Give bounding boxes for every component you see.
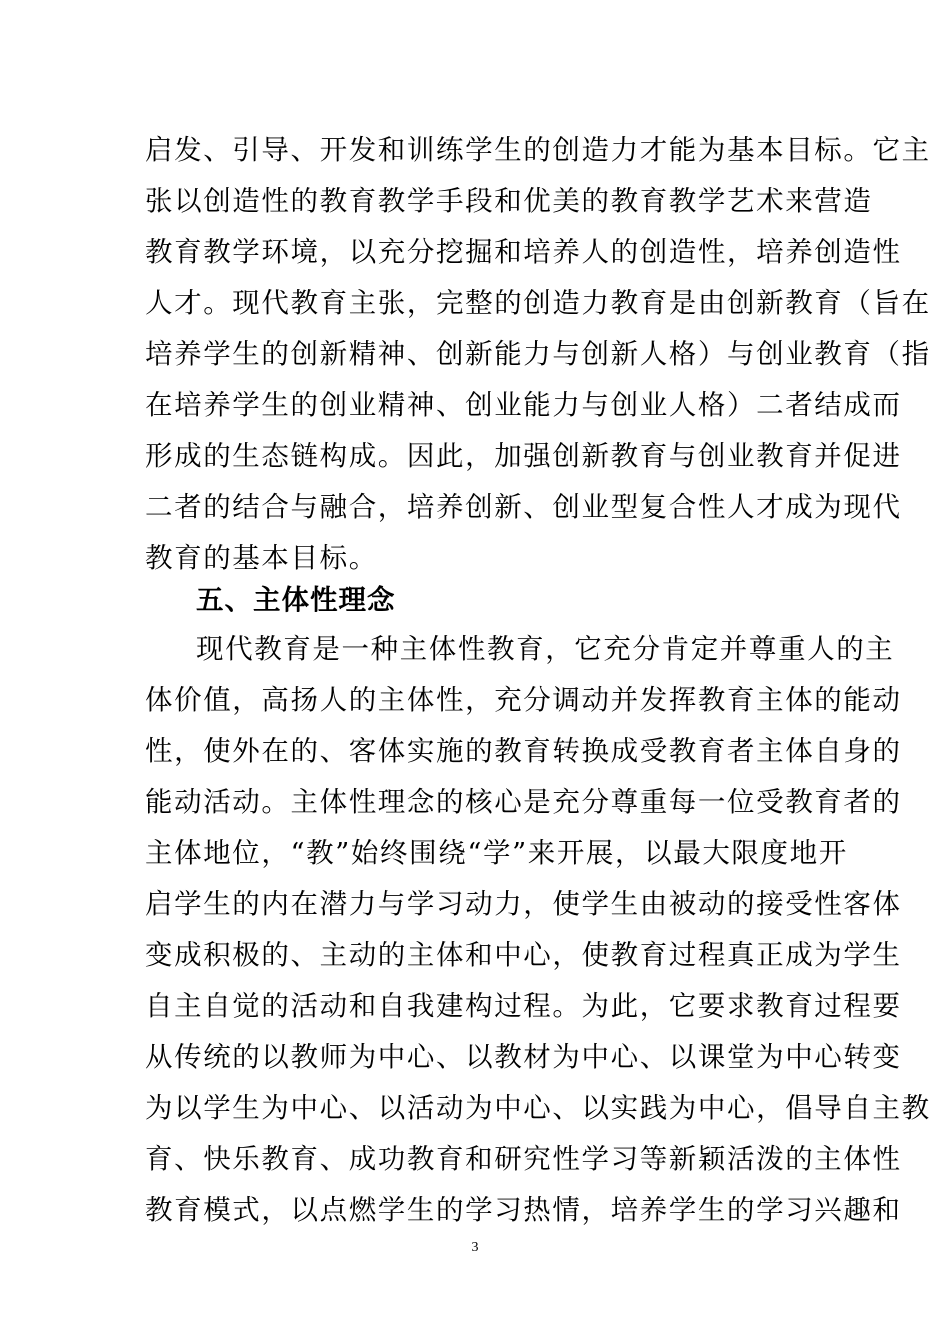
text-line: 教育教学环境，以充分挖掘和培养人的创造性，培养创造性 <box>145 236 902 268</box>
text-line: 体价值，高扬人的主体性，充分调动并发挥教育主体的能动 <box>145 684 902 716</box>
section-heading: 五、主体性理念 <box>196 584 396 616</box>
text-line: 人才。现代教育主张，完整的创造力教育是由创新教育（旨在 <box>145 287 931 319</box>
text-line: 变成积极的、主动的主体和中心，使教育过程真正成为学生 <box>145 939 902 971</box>
text-line: 性，使外在的、客体实施的教育转换成受教育者主体自身的 <box>145 735 902 767</box>
text-line: 教育的基本目标。 <box>145 542 378 574</box>
text-line: 培养学生的创新精神、创新能力与创新人格）与创业教育（指 <box>145 338 931 370</box>
text-line: 从传统的以教师为中心、以教材为中心、以课堂为中心转变 <box>145 1041 902 1073</box>
text-line: 启发、引导、开发和训练学生的创造力才能为基本目标。它主 <box>145 134 931 166</box>
text-line: 现代教育是一种主体性教育，它充分肯定并尊重人的主 <box>196 633 895 665</box>
text-line: 教育模式，以点燃学生的学习热情，培养学生的学习兴趣和 <box>145 1194 902 1226</box>
text-line: 自主自觉的活动和自我建构过程。为此，它要求教育过程要 <box>145 990 902 1022</box>
text-line: 育、快乐教育、成功教育和研究性学习等新颖活泼的主体性 <box>145 1143 902 1175</box>
text-line: 形成的生态链构成。因此，加强创新教育与创业教育并促进 <box>145 440 902 472</box>
text-line: 为以学生为中心、以活动为中心、以实践为中心，倡导自主教 <box>145 1092 931 1124</box>
text-line: 主体地位，“教”始终围绕“学”来开展，以最大限度地开 <box>145 837 848 869</box>
text-line: 张以创造性的教育教学手段和优美的教育教学艺术来营造 <box>145 185 873 217</box>
page-number: 3 <box>471 1240 479 1255</box>
text-line: 启学生的内在潜力与学习动力，使学生由被动的接受性客体 <box>145 888 902 920</box>
text-line: 在培养学生的创业精神、创业能力与创业人格）二者结成而 <box>145 389 902 421</box>
text-line: 能动活动。主体性理念的核心是充分尊重每一位受教育者的 <box>145 786 902 818</box>
text-line: 二者的结合与融合，培养创新、创业型复合性人才成为现代 <box>145 491 902 523</box>
